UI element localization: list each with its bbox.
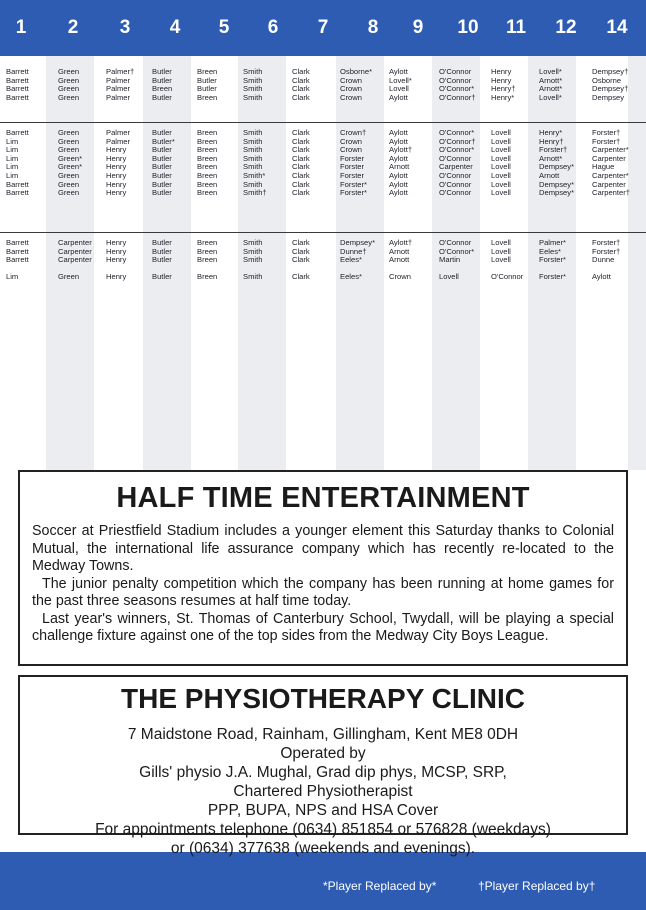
player-name: Forster† <box>592 128 621 137</box>
player-name: Smith <box>243 75 263 85</box>
player-name: Henry <box>106 162 127 172</box>
player-name: Crown <box>340 75 362 85</box>
player-name: Butler <box>152 162 172 172</box>
player-name: Crown <box>340 92 362 102</box>
player-name: Carpenter <box>58 255 92 265</box>
player-name: Carpenter <box>58 246 92 256</box>
column-number: 11 <box>505 17 527 38</box>
player-name: O'Connor <box>439 171 472 180</box>
player-name: Barrett <box>6 67 29 76</box>
player-name: Henry† <box>539 136 564 146</box>
player-name: Barrett <box>6 246 29 256</box>
player-name: Clark <box>292 67 310 76</box>
player-name: O'Connor* <box>439 84 475 94</box>
player-name: Osborne <box>592 75 622 85</box>
player-name: Lovell <box>491 162 511 172</box>
clinic-address: 7 Maidstone Road, Rainham, Gillingham, Kent ME8 0DH <box>127 726 519 743</box>
player-name: O'Connor <box>439 179 472 189</box>
player-name: Lovell <box>389 84 409 94</box>
player-name: Smith <box>243 145 263 155</box>
player-name: Breen <box>197 92 218 102</box>
player-name: Carpenter <box>592 179 626 189</box>
player-name: Arnott <box>389 162 410 172</box>
player-name: Smith <box>243 92 263 102</box>
lineup-row <box>0 189 646 197</box>
column-number: 9 <box>412 17 424 38</box>
player-name: Clark <box>292 92 310 102</box>
player-name: Breen <box>197 145 218 155</box>
player-name: Butler <box>152 238 172 247</box>
footer-legend-bar <box>0 852 646 910</box>
player-name: Butler <box>197 84 217 94</box>
player-name: Dunne <box>592 255 615 265</box>
player-name: O'Connor <box>439 238 472 247</box>
player-name: Green <box>58 271 80 281</box>
legend-dagger: †Player Replaced by† <box>478 879 596 893</box>
player-name: Dempsey* <box>539 162 575 172</box>
player-name: Arnott* <box>539 75 563 85</box>
player-name: Forster† <box>539 145 568 155</box>
lineup-row <box>0 94 646 102</box>
player-name: O'Connor† <box>439 92 476 102</box>
player-name: Aylott <box>389 136 408 146</box>
player-name: Carpenter <box>58 238 92 247</box>
column-number-header <box>0 0 646 56</box>
player-name: Carpenter <box>439 162 473 172</box>
player-name: Smith <box>243 84 263 94</box>
column-number: 1 <box>15 17 27 38</box>
player-name: Forster* <box>539 255 567 265</box>
player-name: Clark <box>292 271 310 281</box>
player-name: Smith <box>243 179 263 189</box>
player-name: Osborne* <box>340 67 373 76</box>
player-name: Green <box>58 75 80 85</box>
player-name: Breen <box>197 238 218 247</box>
player-name: Butler <box>152 145 172 155</box>
column-number: 14 <box>606 17 628 38</box>
player-name: Forster <box>340 153 365 163</box>
player-name: Green* <box>58 153 83 163</box>
player-name: Smith <box>243 238 263 247</box>
player-name: Lovell <box>491 153 511 163</box>
player-name: Clark <box>292 75 310 85</box>
player-name: Aylott† <box>389 145 413 155</box>
player-name: Green* <box>58 162 83 172</box>
player-name: O'Connor <box>439 188 472 198</box>
player-name: Butler <box>152 75 172 85</box>
player-name: Green <box>58 84 80 94</box>
player-name: Crown <box>340 84 362 94</box>
player-name: Clark <box>292 162 310 172</box>
lineup-row <box>0 68 646 76</box>
lineup-section <box>0 232 646 281</box>
column-number: 8 <box>367 17 379 38</box>
player-name: Henry <box>106 255 127 265</box>
player-name: Lovell <box>491 188 511 198</box>
lineup-row <box>0 239 646 247</box>
player-name: Aylott <box>389 179 408 189</box>
player-name: Lim <box>6 171 19 180</box>
player-name: Henry <box>491 75 512 85</box>
player-name: Barrett <box>6 238 29 247</box>
player-name: Aylott <box>389 171 408 180</box>
player-name: Palmer <box>106 128 131 137</box>
clinic-phone-weekdays: For appointments telephone (0634) 851854 or 576828 (weekdays) <box>95 821 551 838</box>
player-name: Hague <box>592 162 615 172</box>
player-name: Lovell <box>491 238 511 247</box>
player-name: Butler <box>152 246 172 256</box>
player-name: Crown <box>389 271 411 281</box>
legend-star: *Player Replaced by* <box>323 879 437 893</box>
lineup-row <box>0 172 646 180</box>
player-name: Lovell* <box>389 75 412 85</box>
player-name: O'Connor* <box>439 145 475 155</box>
clinic-physio-role: Chartered Physiotherapist <box>233 783 413 800</box>
player-name: Breen <box>197 128 218 137</box>
player-name: Butler <box>152 255 172 265</box>
player-name: Henry <box>106 246 127 256</box>
player-name: Breen <box>152 84 173 94</box>
player-name: Forster* <box>340 179 368 189</box>
player-name: Butler <box>152 188 172 198</box>
player-name: Aylott <box>389 153 408 163</box>
player-name: Dempsey† <box>592 67 629 76</box>
player-name: Butler* <box>152 136 175 146</box>
player-name: O'Connor <box>491 271 524 281</box>
player-name: Palmer <box>106 136 131 146</box>
player-name: Breen <box>197 246 218 256</box>
player-name: Arnott <box>539 171 560 180</box>
player-name: Lovell* <box>539 92 562 102</box>
player-name: Lim <box>6 136 19 146</box>
player-name: Smith <box>243 128 263 137</box>
player-name: Dempsey* <box>539 179 575 189</box>
player-name: Clark <box>292 246 310 256</box>
player-name: Dempsey <box>592 92 625 102</box>
player-name: Henry† <box>491 84 516 94</box>
lineup-row <box>0 273 646 281</box>
player-name: Palmer <box>106 75 131 85</box>
player-name: Henry* <box>491 92 515 102</box>
player-name: Lovell <box>491 128 511 137</box>
player-name: Palmer† <box>106 67 135 76</box>
column-number: 5 <box>218 17 230 38</box>
player-name: Clark <box>292 171 310 180</box>
player-name: Butler <box>152 271 172 281</box>
player-name: Clark <box>292 136 310 146</box>
player-name: Barrett <box>6 179 29 189</box>
player-name: Butler <box>152 67 172 76</box>
player-name: Forster† <box>592 136 621 146</box>
player-name: Dunne† <box>340 246 367 256</box>
clinic-phone-weekends: or (0634) 377638 (weekends and evenings). <box>170 840 476 857</box>
player-name: Aylott <box>389 67 408 76</box>
player-name: Palmer <box>106 92 131 102</box>
player-name: Henry <box>106 271 127 281</box>
player-name: Lovell <box>439 271 459 281</box>
player-name: Lim <box>6 271 19 281</box>
player-name: O'Connor* <box>439 128 475 137</box>
player-name: O'Connor* <box>439 246 475 256</box>
clinic-cover: PPP, BUPA, NPS and HSA Cover <box>207 802 439 819</box>
player-name: Crown <box>340 145 362 155</box>
half-time-title: HALF TIME ENTERTAINMENT <box>116 482 530 514</box>
physiotherapy-clinic-box <box>18 675 628 857</box>
player-name: Lovell* <box>539 67 562 76</box>
player-name: Butler <box>152 153 172 163</box>
player-name: Butler <box>152 128 172 137</box>
column-number: 7 <box>317 17 329 38</box>
player-name: Butler <box>152 92 172 102</box>
player-name: Smith <box>243 67 263 76</box>
player-name: Breen <box>197 171 218 180</box>
player-name: Forster† <box>592 238 621 247</box>
player-name: Forster <box>340 171 365 180</box>
player-name: O'Connor <box>439 153 472 163</box>
player-name: Henry* <box>539 128 563 137</box>
player-name: Barrett <box>6 75 29 85</box>
player-name: Arnott <box>389 255 410 265</box>
player-name: Breen <box>197 179 218 189</box>
player-name: Breen <box>197 136 218 146</box>
player-name: Arnott* <box>539 84 563 94</box>
half-time-paragraph-3: Last year's winners, St. Thomas of Canterbury School, Twydall, will be playing a special challenge fixture against one of the top sides from the Medway City Boys League. <box>32 610 614 644</box>
column-number: 4 <box>169 17 181 38</box>
player-name: Arnott <box>389 246 410 256</box>
player-name: Lim <box>6 145 19 155</box>
player-name: Breen <box>197 162 218 172</box>
lineup-row <box>0 129 646 137</box>
player-name: Clark <box>292 238 310 247</box>
player-name: Green <box>58 188 80 198</box>
player-name: Aylott <box>389 128 408 137</box>
player-name: Breen <box>197 67 218 76</box>
player-name: Henry <box>106 179 127 189</box>
player-name: Eeles* <box>340 255 362 265</box>
player-name: Forster <box>340 162 365 172</box>
player-name: Forster† <box>592 246 621 256</box>
player-name: Breen <box>197 153 218 163</box>
player-name: Clark <box>292 255 310 265</box>
player-name: Clark <box>292 84 310 94</box>
player-name: Clark <box>292 188 310 198</box>
player-name: Aylott <box>389 188 408 198</box>
clinic-physio-name: Gills' physio J.A. Mughal, Grad dip phys, MCSP, SRP, <box>139 764 507 781</box>
player-name: Palmer* <box>539 238 567 247</box>
player-name: Clark <box>292 179 310 189</box>
player-name: Smith <box>243 255 263 265</box>
half-time-paragraph-2: The junior penalty competition which the company has been running at home games for the past three seasons resumes at half time today. <box>32 575 614 609</box>
player-name: Lovell <box>491 246 511 256</box>
player-name: Clark <box>292 145 310 155</box>
player-name: Henry <box>106 171 127 180</box>
player-name: Barrett <box>6 128 29 137</box>
player-name: Lim <box>6 162 19 172</box>
player-name: Dempsey* <box>539 188 575 198</box>
half-time-entertainment-box <box>18 470 628 666</box>
lineup-section <box>0 122 646 198</box>
player-name: Lovell <box>491 136 511 146</box>
player-name: Smith* <box>243 171 266 180</box>
column-number: 6 <box>267 17 279 38</box>
player-name: Clark <box>292 128 310 137</box>
player-name: Forster* <box>340 188 368 198</box>
player-name: Butler <box>152 179 172 189</box>
player-name: Palmer <box>106 84 131 94</box>
half-time-paragraph-1: Soccer at Priestfield Stadium includes a younger element this Saturday thanks to Colonial Mutual, the international life assurance company which has recently re-located to the Medway Towns. <box>32 523 614 574</box>
player-name: Butler <box>152 171 172 180</box>
player-name: Breen <box>197 255 218 265</box>
player-name: Arnott* <box>539 153 563 163</box>
player-name: Green <box>58 145 80 155</box>
player-name: Carpenter* <box>592 145 629 155</box>
column-number: 12 <box>555 17 577 38</box>
player-name: Crown† <box>340 128 367 137</box>
player-name: O'Connor <box>439 67 472 76</box>
player-name: Barrett <box>6 84 29 94</box>
column-number: 3 <box>119 17 131 38</box>
player-name: Lovell <box>491 179 511 189</box>
player-name: Green <box>58 128 80 137</box>
player-name: Breen <box>197 271 218 281</box>
player-name: Green <box>58 171 80 180</box>
player-name: Henry <box>106 238 127 247</box>
player-name: Smith <box>243 162 263 172</box>
player-name: Henry <box>491 67 512 76</box>
lineup-row <box>0 146 646 154</box>
player-name: Forster* <box>539 271 567 281</box>
player-name: Lim <box>6 153 19 163</box>
clinic-operated-by: Operated by <box>280 745 366 762</box>
player-name: Smith† <box>243 188 267 198</box>
player-name: Eeles* <box>340 271 362 281</box>
player-name: Lovell <box>491 171 511 180</box>
player-name: Smith <box>243 136 263 146</box>
player-name: O'Connor† <box>439 136 476 146</box>
player-name: Henry <box>106 145 127 155</box>
player-name: Barrett <box>6 255 29 265</box>
player-name: Henry <box>106 153 127 163</box>
player-name: Breen <box>197 188 218 198</box>
player-name: Lovell <box>491 255 511 265</box>
player-name: Barrett <box>6 188 29 198</box>
player-name: Carpenter† <box>592 188 630 198</box>
player-name: Dempsey† <box>592 84 629 94</box>
player-name: Aylott† <box>389 238 413 247</box>
player-name: Dempsey* <box>340 238 376 247</box>
player-name: Barrett <box>6 92 29 102</box>
player-name: O'Connor <box>439 75 472 85</box>
player-name: Aylott <box>389 92 408 102</box>
player-name: Lovell <box>491 145 511 155</box>
player-name: Aylott <box>592 271 611 281</box>
lineup-row <box>0 85 646 93</box>
player-name: Crown <box>340 136 362 146</box>
player-name: Eeles* <box>539 246 561 256</box>
player-name: Green <box>58 67 80 76</box>
player-name: Smith <box>243 153 263 163</box>
player-name: Green <box>58 179 80 189</box>
player-name: Butler <box>197 75 217 85</box>
player-name: Carpenter* <box>592 171 629 180</box>
player-name: Henry <box>106 188 127 198</box>
player-name: Green <box>58 136 80 146</box>
player-name: Green <box>58 92 80 102</box>
player-name: Martin <box>439 255 461 265</box>
player-name: Smith <box>243 246 263 256</box>
column-number: 2 <box>67 17 79 38</box>
clinic-title: THE PHYSIOTHERAPY CLINIC <box>121 683 525 714</box>
player-name: Carpenter <box>592 153 626 163</box>
column-number: 10 <box>457 17 479 38</box>
player-name: Clark <box>292 153 310 163</box>
player-name: Smith <box>243 271 263 281</box>
lineup-row <box>0 256 646 264</box>
